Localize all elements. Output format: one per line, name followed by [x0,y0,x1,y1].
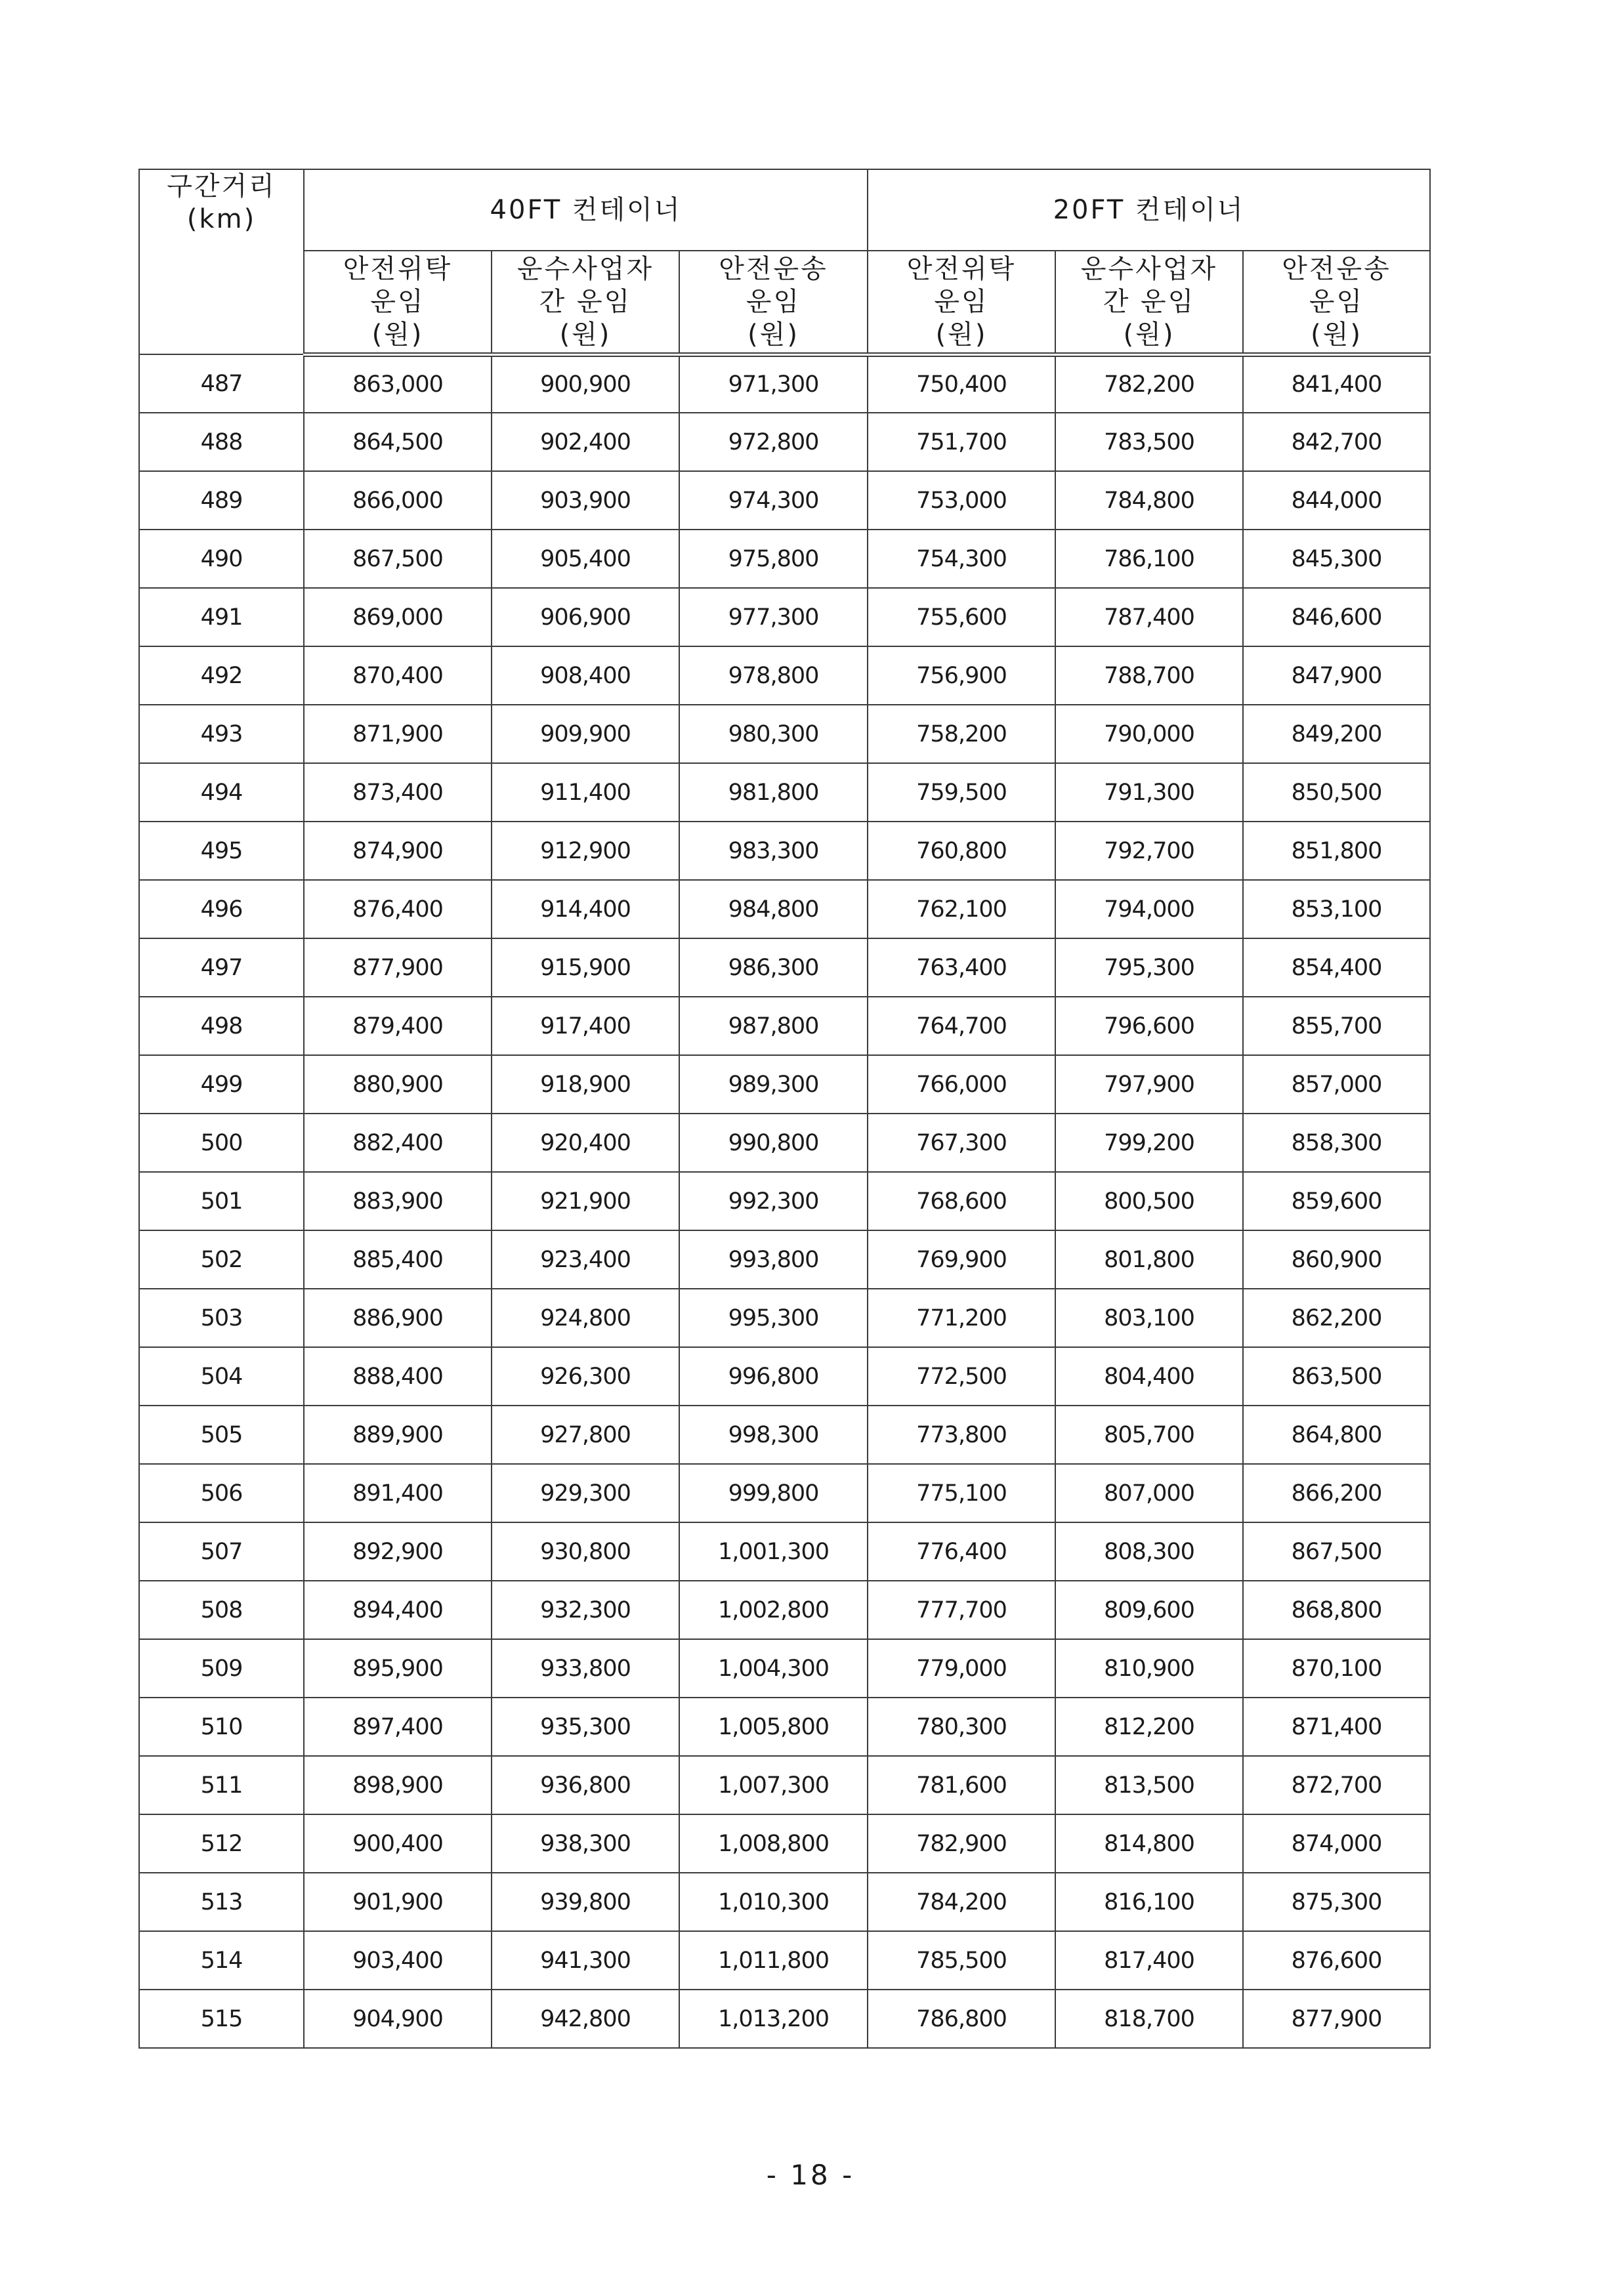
rate-cell: 912,900 [492,822,679,880]
rate-cell: 874,900 [304,822,492,880]
rate-cell: 987,800 [679,997,868,1055]
rate-cell: 867,500 [304,530,492,588]
rate-cell: 768,600 [868,1172,1055,1230]
rate-cell: 759,500 [868,763,1055,822]
table-row [139,1172,1430,1230]
distance-cell: 494 [139,763,304,822]
rate-cell: 786,100 [1055,530,1243,588]
rate-cell: 888,400 [304,1347,492,1406]
rate-cell: 804,400 [1055,1347,1243,1406]
rate-cell: 874,000 [1243,1814,1430,1873]
rate-cell: 787,400 [1055,588,1243,646]
rate-cell: 871,400 [1243,1698,1430,1756]
rate-cell: 792,700 [1055,822,1243,880]
rate-cell: 876,400 [304,880,492,938]
rate-cell: 863,500 [1243,1347,1430,1406]
rate-cell: 917,400 [492,997,679,1055]
table-row [139,1990,1430,2048]
rate-cell: 977,300 [679,588,868,646]
rate-cell: 751,700 [868,413,1055,471]
sub-header-line: 안전운송 [1282,253,1391,284]
rate-cell: 853,100 [1243,880,1430,938]
distance-cell: 506 [139,1464,304,1522]
rate-cell: 877,900 [1243,1990,1430,2048]
distance-cell: 497 [139,938,304,997]
table-row [139,354,1430,413]
rate-cell: 799,200 [1055,1114,1243,1172]
sub-header-4 [1055,251,1243,354]
rate-cell: 1,002,800 [679,1581,868,1639]
sub-header-line: 운수사업자 [516,253,654,284]
rate-cell: 763,400 [868,938,1055,997]
distance-cell: 514 [139,1931,304,1990]
distance-cell: 495 [139,822,304,880]
table-row [139,1756,1430,1814]
table-row [139,1347,1430,1406]
distance-cell: 509 [139,1639,304,1698]
rate-cell: 849,200 [1243,705,1430,763]
rate-cell: 767,300 [868,1114,1055,1172]
rate-cell: 800,500 [1055,1172,1243,1230]
distance-cell: 490 [139,530,304,588]
sub-header-0 [304,251,492,354]
distance-cell: 511 [139,1756,304,1814]
rate-cell: 857,000 [1243,1055,1430,1114]
rate-cell: 784,800 [1055,471,1243,530]
sub-header-1 [492,251,679,354]
rate-cell: 980,300 [679,705,868,763]
distance-cell: 502 [139,1230,304,1289]
rate-cell: 803,100 [1055,1289,1243,1347]
rate-cell: 794,000 [1055,880,1243,938]
distance-cell: 508 [139,1581,304,1639]
rate-cell: 780,300 [868,1698,1055,1756]
distance-cell: 507 [139,1522,304,1581]
table-row [139,413,1430,471]
table-row [139,880,1430,938]
rate-cell: 930,800 [492,1522,679,1581]
distance-cell: 487 [139,354,304,413]
rate-cell: 812,200 [1055,1698,1243,1756]
rate-cell: 766,000 [868,1055,1055,1114]
rate-cell: 879,400 [304,997,492,1055]
rate-cell: 902,400 [492,413,679,471]
rate-cell: 762,100 [868,880,1055,938]
freight-rate-table [138,169,1431,2049]
sub-header-3 [868,251,1055,354]
table-row [139,1464,1430,1522]
rate-cell: 932,300 [492,1581,679,1639]
rate-cell: 938,300 [492,1814,679,1873]
rate-cell: 805,700 [1055,1406,1243,1464]
rate-cell: 873,400 [304,763,492,822]
table-row [139,1873,1430,1931]
table-row [139,530,1430,588]
rate-cell: 854,400 [1243,938,1430,997]
sub-header-line: 운수사업자 [1080,253,1218,284]
sub-header-line: 안전위탁 [906,253,1017,284]
rate-cell: 999,800 [679,1464,868,1522]
rate-cell: 782,200 [1055,354,1243,413]
rate-cell: 771,200 [868,1289,1055,1347]
rate-cell: 866,000 [304,471,492,530]
rate-cell: 972,800 [679,413,868,471]
rate-cell: 817,400 [1055,1931,1243,1990]
sub-header-line: (원) [1311,319,1362,350]
rate-cell: 929,300 [492,1464,679,1522]
rate-cell: 866,200 [1243,1464,1430,1522]
rate-cell: 986,300 [679,938,868,997]
rate-cell: 993,800 [679,1230,868,1289]
table-row [139,997,1430,1055]
table-row [139,1406,1430,1464]
rate-cell: 788,700 [1055,646,1243,705]
table-row [139,1581,1430,1639]
distance-cell: 505 [139,1406,304,1464]
rate-cell: 769,900 [868,1230,1055,1289]
distance-cell: 488 [139,413,304,471]
rate-cell: 851,800 [1243,822,1430,880]
sub-header-line: 운임 [934,286,989,317]
rate-cell: 814,800 [1055,1814,1243,1873]
sub-header-line: (원) [1123,319,1175,350]
rate-cell: 974,300 [679,471,868,530]
rate-cell: 855,700 [1243,997,1430,1055]
distance-cell: 504 [139,1347,304,1406]
rate-cell: 847,900 [1243,646,1430,705]
rate-cell: 1,010,300 [679,1873,868,1931]
rate-cell: 796,600 [1055,997,1243,1055]
rate-cell: 918,900 [492,1055,679,1114]
group-header-40ft: 40FT 컨테이너 [304,169,868,251]
rate-cell: 818,700 [1055,1990,1243,2048]
rate-cell: 939,800 [492,1873,679,1931]
rate-cell: 886,900 [304,1289,492,1347]
rate-cell: 775,100 [868,1464,1055,1522]
rate-cell: 868,800 [1243,1581,1430,1639]
rate-cell: 782,900 [868,1814,1055,1873]
rate-cell: 755,600 [868,588,1055,646]
page-number: - 18 - [766,2159,855,2191]
rate-cell: 1,011,800 [679,1931,868,1990]
distance-cell: 489 [139,471,304,530]
rate-cell: 992,300 [679,1172,868,1230]
rate-cell: 1,007,300 [679,1756,868,1814]
rate-cell: 883,900 [304,1172,492,1230]
rate-cell: 971,300 [679,354,868,413]
rate-cell: 808,300 [1055,1522,1243,1581]
rate-cell: 858,300 [1243,1114,1430,1172]
rate-cell: 906,900 [492,588,679,646]
rate-cell: 754,300 [868,530,1055,588]
rate-cell: 1,008,800 [679,1814,868,1873]
rate-cell: 777,700 [868,1581,1055,1639]
rate-cell: 816,100 [1055,1873,1243,1931]
rate-cell: 998,300 [679,1406,868,1464]
table-row [139,938,1430,997]
rate-cell: 978,800 [679,646,868,705]
rate-cell: 927,800 [492,1406,679,1464]
rate-cell: 781,600 [868,1756,1055,1814]
distance-cell: 500 [139,1114,304,1172]
distance-cell: 493 [139,705,304,763]
rate-cell: 872,700 [1243,1756,1430,1814]
rate-cell: 784,200 [868,1873,1055,1931]
rate-cell: 807,000 [1055,1464,1243,1522]
rate-cell: 846,600 [1243,588,1430,646]
rate-cell: 897,400 [304,1698,492,1756]
table-row [139,646,1430,705]
rate-cell: 1,013,200 [679,1990,868,2048]
rate-cell: 870,400 [304,646,492,705]
rate-cell: 810,900 [1055,1639,1243,1698]
rate-cell: 936,800 [492,1756,679,1814]
rate-cell: 864,500 [304,413,492,471]
sub-header-line: 안전운송 [719,253,828,284]
rate-cell: 909,900 [492,705,679,763]
rate-cell: 756,900 [868,646,1055,705]
rate-cell: 862,200 [1243,1289,1430,1347]
rate-cell: 901,900 [304,1873,492,1931]
rate-cell: 889,900 [304,1406,492,1464]
distance-cell: 512 [139,1814,304,1873]
rate-cell: 842,700 [1243,413,1430,471]
rate-cell: 850,500 [1243,763,1430,822]
rate-cell: 989,300 [679,1055,868,1114]
table-row [139,705,1430,763]
table-row [139,588,1430,646]
table-row [139,1814,1430,1873]
table-row [139,1055,1430,1114]
rate-cell: 903,400 [304,1931,492,1990]
rate-cell: 921,900 [492,1172,679,1230]
rate-cell: 920,400 [492,1114,679,1172]
table-row [139,1114,1430,1172]
rate-cell: 860,900 [1243,1230,1430,1289]
rate-cell: 791,300 [1055,763,1243,822]
rate-cell: 923,400 [492,1230,679,1289]
rate-cell: 764,700 [868,997,1055,1055]
rate-cell: 900,400 [304,1814,492,1873]
sub-header-line: (원) [935,319,988,350]
rate-cell: 882,400 [304,1114,492,1172]
rate-cell: 915,900 [492,938,679,997]
table-row [139,1522,1430,1581]
sub-header-line: (원) [559,319,612,350]
distance-cell: 498 [139,997,304,1055]
rate-cell: 914,400 [492,880,679,938]
table-row [139,763,1430,822]
sub-header-line: 안전위탁 [343,253,453,284]
rate-cell: 905,400 [492,530,679,588]
rate-cell: 871,900 [304,705,492,763]
table-row [139,1698,1430,1756]
sub-header-2 [679,251,868,354]
sub-header-5 [1243,251,1430,354]
rate-cell: 911,400 [492,763,679,822]
sub-header-line: (원) [371,319,424,350]
rate-cell: 1,001,300 [679,1522,868,1581]
rate-cell: 891,400 [304,1464,492,1522]
rate-cell: 984,800 [679,880,868,938]
distance-cell: 513 [139,1873,304,1931]
rate-cell: 758,200 [868,705,1055,763]
rate-cell: 892,900 [304,1522,492,1581]
rate-table-body [139,354,1430,2048]
rate-cell: 773,800 [868,1406,1055,1464]
rate-cell: 813,500 [1055,1756,1243,1814]
table-row [139,1639,1430,1698]
rate-cell: 790,000 [1055,705,1243,763]
rate-cell: 885,400 [304,1230,492,1289]
distance-cell: 501 [139,1172,304,1230]
rate-cell: 844,000 [1243,471,1430,530]
distance-header-label: 구간거리 [167,171,276,201]
rate-cell: 935,300 [492,1698,679,1756]
rate-cell: 753,000 [868,471,1055,530]
rate-cell: 941,300 [492,1931,679,1990]
rate-cell: 1,004,300 [679,1639,868,1698]
group-header-row [139,169,1430,251]
distance-cell: 491 [139,588,304,646]
rate-cell: 869,000 [304,588,492,646]
rate-cell: 870,100 [1243,1639,1430,1698]
rate-cell: 975,800 [679,530,868,588]
distance-cell: 492 [139,646,304,705]
rate-cell: 898,900 [304,1756,492,1814]
rate-cell: 895,900 [304,1639,492,1698]
sub-header-line: 간 운임 [1103,286,1196,317]
rate-cell: 779,000 [868,1639,1055,1698]
rate-cell: 942,800 [492,1990,679,2048]
rate-cell: 786,800 [868,1990,1055,2048]
rate-cell: 859,600 [1243,1172,1430,1230]
rate-cell: 904,900 [304,1990,492,2048]
rate-cell: 867,500 [1243,1522,1430,1581]
rate-cell: 864,800 [1243,1406,1430,1464]
rate-cell: 877,900 [304,938,492,997]
rate-cell: 1,005,800 [679,1698,868,1756]
table-row [139,822,1430,880]
rate-cell: 795,300 [1055,938,1243,997]
rate-cell: 908,400 [492,646,679,705]
rate-cell: 880,900 [304,1055,492,1114]
rate-cell: 990,800 [679,1114,868,1172]
sub-header-row [139,251,1430,354]
sub-header-line: 운임 [746,286,801,317]
rate-cell: 981,800 [679,763,868,822]
distance-cell: 499 [139,1055,304,1114]
rate-cell: 983,300 [679,822,868,880]
distance-header-unit: (km) [186,204,257,234]
rate-cell: 894,400 [304,1581,492,1639]
rate-cell: 876,600 [1243,1931,1430,1990]
table-row [139,471,1430,530]
table-row [139,1931,1430,1990]
distance-cell: 510 [139,1698,304,1756]
rate-cell: 875,300 [1243,1873,1430,1931]
rate-cell: 996,800 [679,1347,868,1406]
rate-cell: 750,400 [868,354,1055,413]
rate-cell: 924,800 [492,1289,679,1347]
table-row [139,1289,1430,1347]
rate-cell: 841,400 [1243,354,1430,413]
rate-cell: 797,900 [1055,1055,1243,1114]
sub-header-line: 운임 [370,286,425,317]
rate-cell: 995,300 [679,1289,868,1347]
rate-cell: 760,800 [868,822,1055,880]
rate-cell: 785,500 [868,1931,1055,1990]
rate-cell: 772,500 [868,1347,1055,1406]
distance-header [139,169,304,354]
rate-cell: 903,900 [492,471,679,530]
rate-cell: 801,800 [1055,1230,1243,1289]
rate-cell: 933,800 [492,1639,679,1698]
rate-cell: 863,000 [304,354,492,413]
rate-cell: 845,300 [1243,530,1430,588]
sub-header-line: (원) [747,319,799,350]
distance-cell: 496 [139,880,304,938]
rate-cell: 900,900 [492,354,679,413]
sub-header-line: 간 운임 [539,286,632,317]
rate-cell: 809,600 [1055,1581,1243,1639]
sub-header-line: 운임 [1309,286,1364,317]
rate-cell: 926,300 [492,1347,679,1406]
group-header-20ft: 20FT 컨테이너 [868,169,1430,251]
rate-cell: 776,400 [868,1522,1055,1581]
distance-cell: 515 [139,1990,304,2048]
distance-cell: 503 [139,1289,304,1347]
rate-cell: 783,500 [1055,413,1243,471]
table-row [139,1230,1430,1289]
